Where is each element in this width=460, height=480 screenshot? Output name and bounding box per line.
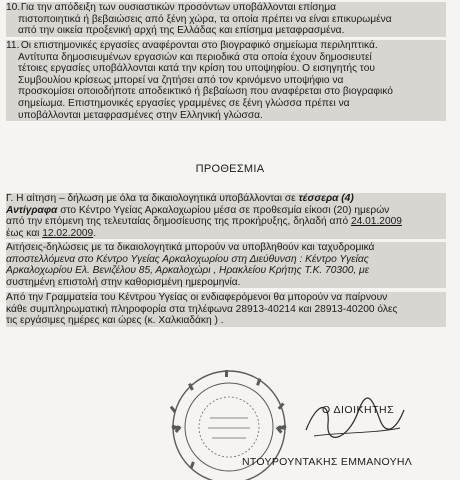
deadline-text-3a: από την επόμενη της τελευταίας δημοσίευσης της προκήρυξης, δηλαδή από [6,216,351,228]
info-line-2: κάθε συμπληρωματική πληροφορία στα τηλέφωνα 28913-40214 και 28913-40200 όλες [6,303,398,315]
deadline-start-date: 24.01.2009 [350,216,402,228]
submission-paragraph [6,242,446,288]
item-11-text-7: υποβάλλονται μεταφρασμένες στην Ελληνική γλώσσα. [18,109,263,121]
item-10-text-1: Για την απόδειξη των ουσιαστικών προσόντων υποβάλλονται επίσημα [20,2,336,13]
deadline-text-4a: έως και [6,227,43,239]
deadline-text-1a: Γ. Η αίτηση – δήλωση με όλα τα δικαιολογητικά υποβάλλονται σε [6,193,299,204]
submission-line-2: αποστελλόμενα στο Κέντρο Υγείας Αρκαλοχωρίου στη Διεύθυνση : Κέντρο Υγείας [6,253,369,265]
item-11-text-4: Συμβουλίου κρίσεως μπορεί να ζητήσει από τον κρινόμενο υποψήφιο να [18,74,344,86]
deadline-heading: ΠΡΟΘΕΣΜΙΑ [195,163,265,175]
item-10 [6,2,446,37]
item-10-text-3: από την οικεία προξενική αρχή της Ελλάδας και επίσημα μεταφρασμένα. [18,25,345,37]
deadline-paragraph [6,193,446,239]
handwritten-signature-icon [300,390,410,450]
deadline-line-4 [6,228,446,240]
signer-name: ΝΤΟΥΡΟΥΝΤΑΚΗΣ ΕΜΜΑΝΟΥΗΛ [242,456,413,468]
item-11-text-3: τέτοιες εργασίες υποβάλλονται κατά την κρίση του υποψηφίου. Ο εισηγητής του [18,63,375,75]
deadline-text-4c: . [93,227,97,239]
deadline-end-date: 12.02.2009 [42,227,94,239]
submission-line-3: Αρκαλοχωρίου Ελ. Βενιζέλου 85, Αρκαλοχώρι , Ηρακλείου Κρήτης Τ.Κ. 70300, με [6,265,370,277]
submission-line-4: συστημένη επιστολή στην καθορισμένη ημερομηνία. [6,276,241,288]
deadline-copies-word: Αντίγραφα [6,204,58,216]
item-11-number: 11. [6,40,20,51]
item-10-text-2: πιστοποιητικά ή βεβαιώσεις από ξένη χώρα, τα οποία πρέπει να είναι επικυρωμένα [18,13,392,25]
signer-title: Ο ΔΙΟΙΚΗΤΗΣ [322,404,395,416]
item-11-text-6: σημείωμα. Επιστημονικές εργασίες γραμμένες σε ξένη γλώσσα πρέπει να [18,97,350,109]
deadline-text-2b: στο Κέντρο Υγείας Αρκαλοχωρίου μέσα σε προθεσμία είκοσι (20) ημερών [57,204,390,216]
item-10-number: 10. [6,2,21,13]
item-11-line-1 [6,40,446,52]
deadline-line-2 [6,205,446,217]
deadline-copies-count: τέσσερα (4) [298,193,354,204]
item-11 [6,40,446,121]
item-11-text-2: Αντίτυπα δημοσιευμένων εργασιών και περιοδικά στα οποία έχουν δημοσιευτεί [18,51,372,63]
info-line-1: Από την Γραμματεία του Κέντρου Υγείας οι ενδιαφερόμενοι θα μπορούν να παίρνουν [6,292,388,303]
deadline-line-1 [6,193,446,205]
deadline-line-3 [6,216,446,228]
item-11-text-5: προσκομίσει οποιοδήποτε αποδεικτικό ή βεβαίωση που αναφέρεται στο βιογραφικό [18,86,393,98]
item-10-line-1 [6,2,446,14]
item-11-text-1: Οι επιστημονικές εργασίες αναφέρονται στο βιογραφικό σημείωμα περιληπτικά. [20,40,378,51]
submission-line-1: Αιτήσεις-δηλώσεις με τα δικαιολογητικά μπορούν να υποβληθούν και ταχυδρομικά [6,242,375,253]
info-paragraph [6,292,446,327]
info-line-3: τις εργάσιμες ημέρες και ώρες (κ. Χαλκιαδάκη ) . [6,315,224,327]
